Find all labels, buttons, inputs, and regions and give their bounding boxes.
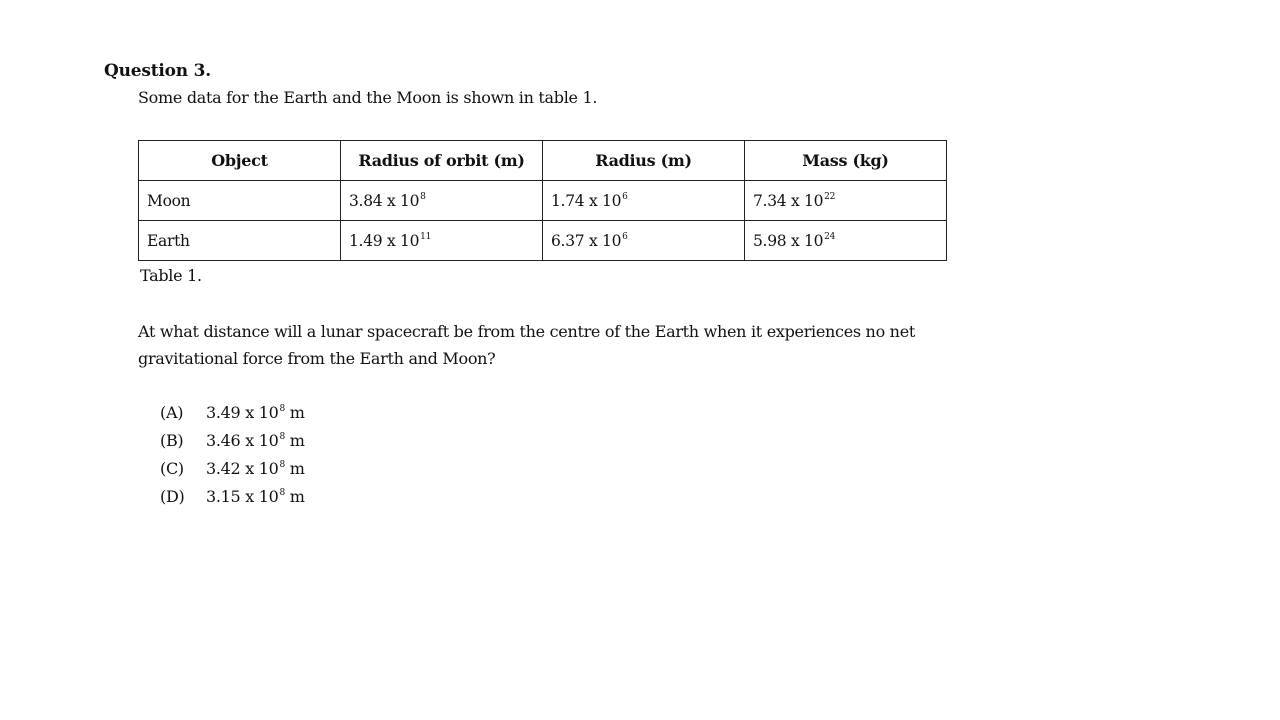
option-unit: m bbox=[284, 402, 305, 422]
cell-orbit bbox=[341, 181, 543, 221]
option-exponent: 8 bbox=[279, 459, 285, 470]
option-c[interactable] bbox=[160, 454, 305, 482]
cell-mantissa: 3.84 x 10 bbox=[349, 191, 420, 210]
option-mantissa: 3.42 x 10 bbox=[206, 458, 279, 478]
cell-exponent: 8 bbox=[420, 191, 426, 202]
question-intro: Some data for the Earth and the Moon is shown in table 1. bbox=[138, 88, 598, 107]
option-letter: (A) bbox=[160, 402, 184, 422]
option-b[interactable] bbox=[160, 426, 305, 454]
cell-mantissa: 6.37 x 10 bbox=[551, 231, 622, 250]
header-radius: Radius (m) bbox=[543, 141, 745, 181]
option-exponent: 8 bbox=[279, 487, 285, 498]
cell-mass bbox=[745, 181, 947, 221]
option-letter: (C) bbox=[160, 458, 184, 478]
option-mantissa: 3.49 x 10 bbox=[206, 402, 279, 422]
option-exponent: 8 bbox=[279, 403, 285, 414]
table-header-row bbox=[139, 141, 947, 181]
cell-radius bbox=[543, 221, 745, 261]
option-d[interactable] bbox=[160, 482, 305, 510]
option-mantissa: 3.15 x 10 bbox=[206, 486, 279, 506]
option-value bbox=[206, 431, 305, 450]
data-table bbox=[138, 140, 947, 261]
option-a[interactable] bbox=[160, 398, 305, 426]
option-value bbox=[206, 459, 305, 478]
option-letter: (B) bbox=[160, 430, 184, 450]
question-prompt: At what distance will a lunar spacecraft be from the centre of the Earth when it experiences no net gravitational force from the Earth and Moon? bbox=[138, 322, 915, 368]
cell-mass bbox=[745, 221, 947, 261]
cell-exponent: 24 bbox=[824, 231, 835, 242]
option-unit: m bbox=[284, 486, 305, 506]
cell-orbit bbox=[341, 221, 543, 261]
option-letter: (D) bbox=[160, 486, 185, 506]
option-mantissa: 3.46 x 10 bbox=[206, 430, 279, 450]
question-title: Question 3. bbox=[104, 61, 212, 81]
cell-object: Earth bbox=[139, 221, 341, 261]
cell-exponent: 11 bbox=[420, 231, 431, 242]
header-mass: Mass (kg) bbox=[745, 141, 947, 181]
cell-object: Moon bbox=[139, 181, 341, 221]
cell-exponent: 6 bbox=[622, 231, 628, 242]
option-value bbox=[206, 487, 305, 506]
cell-mantissa: 7.34 x 10 bbox=[753, 191, 824, 210]
table-row bbox=[139, 181, 947, 221]
cell-exponent: 6 bbox=[622, 191, 628, 202]
table-row bbox=[139, 221, 947, 261]
cell-mantissa: 5.98 x 10 bbox=[753, 231, 824, 250]
option-value bbox=[206, 403, 305, 422]
header-radius-of-orbit: Radius of orbit (m) bbox=[341, 141, 543, 181]
table-caption: Table 1. bbox=[140, 266, 202, 285]
cell-mantissa: 1.74 x 10 bbox=[551, 191, 622, 210]
option-exponent: 8 bbox=[279, 431, 285, 442]
cell-exponent: 22 bbox=[824, 191, 835, 202]
option-unit: m bbox=[284, 430, 305, 450]
cell-mantissa: 1.49 x 10 bbox=[349, 231, 420, 250]
option-unit: m bbox=[284, 458, 305, 478]
answer-options bbox=[160, 398, 305, 510]
cell-radius bbox=[543, 181, 745, 221]
header-object: Object bbox=[139, 141, 341, 181]
